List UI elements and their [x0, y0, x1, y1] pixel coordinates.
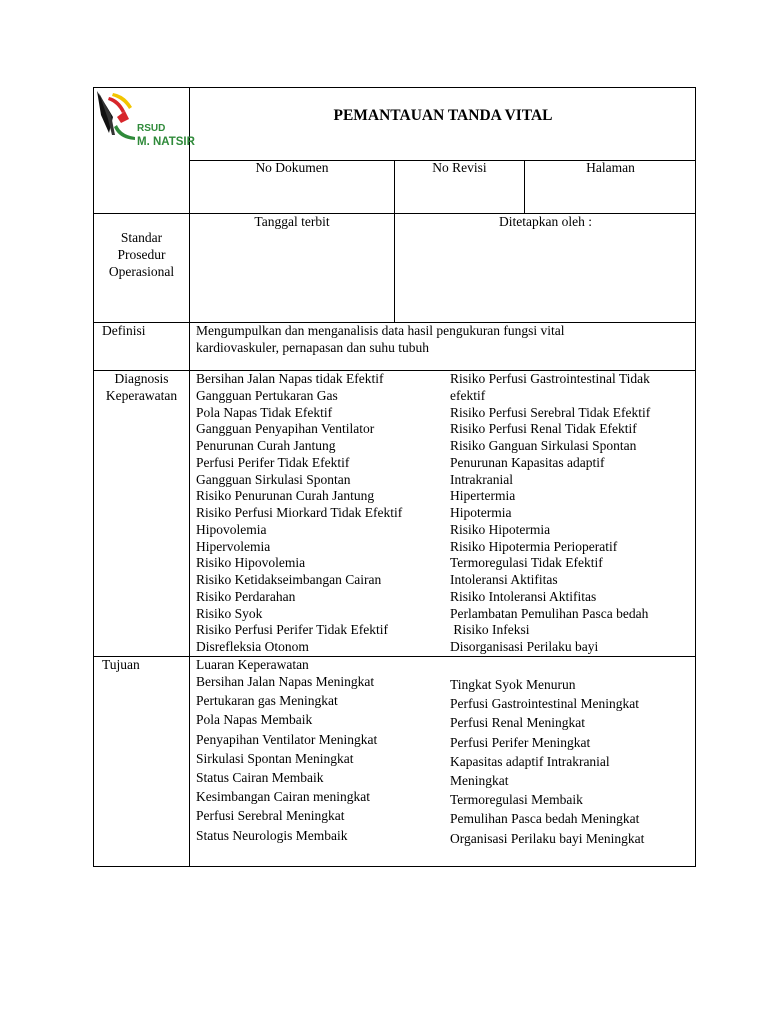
- list-item: Hipotermia: [450, 505, 512, 520]
- list-item: Bersihan Jalan Napas Meningkat: [196, 674, 375, 689]
- diagnosis-label-line2: Keperawatan: [105, 388, 178, 403]
- definisi-text-line2: kardiovaskuler, pernapasan dan suhu tubuh: [196, 340, 430, 355]
- list-item: Pola Napas Membaik: [196, 712, 313, 728]
- list-item: Intoleransi Aktifitas: [450, 572, 558, 587]
- list-item: Risiko Perfusi Renal Tidak Efektif: [450, 421, 637, 437]
- diagnosis-right-list: [450, 371, 650, 656]
- list-item: Hipovolemia: [196, 521, 267, 537]
- tujuan-left-list: [196, 672, 377, 845]
- list-item: Risiko Intoleransi Aktifitas: [450, 588, 597, 604]
- no-revisi-label: No Revisi: [432, 160, 487, 175]
- tujuan-right-list: [450, 675, 644, 848]
- list-item: Intrakranial: [450, 471, 513, 487]
- list-item: Status Neurologis Membaik: [196, 827, 348, 843]
- list-item: Pemulihan Pasca bedah Meningkat: [450, 811, 640, 827]
- list-item: Risiko Hipotermia: [450, 521, 551, 537]
- list-item: Perfusi Serebral Meningkat: [196, 808, 345, 824]
- list-item: Perfusi Perifer Meningkat: [450, 734, 591, 750]
- list-item: Bersihan Jalan Napas tidak Efektif: [196, 371, 384, 386]
- list-item: Termoregulasi Tidak Efektif: [450, 555, 603, 571]
- list-item: Perfusi Gastrointestinal Meningkat: [450, 696, 639, 712]
- list-item: Hipertermia: [450, 488, 516, 504]
- list-item: Hipervolemia: [196, 538, 271, 554]
- diagnosis-label-line1: Diagnosis: [114, 371, 169, 386]
- list-item: Risiko Perfusi Serebral Tidak Efektif: [450, 404, 651, 420]
- list-item: Termoregulasi Membaik: [450, 792, 583, 808]
- luaran-heading: Luaran Keperawatan: [196, 657, 309, 672]
- list-item: Perlambatan Pemulihan Pasca bedah: [450, 605, 649, 621]
- list-item: Penyapihan Ventilator Meningkat: [196, 731, 378, 747]
- list-item: Gangguan Penyapihan Ventilator: [196, 421, 375, 437]
- list-item: Pertukaran gas Meningkat: [196, 693, 338, 709]
- list-item: Risiko Perfusi Miorkard Tidak Efektif: [196, 505, 403, 520]
- list-item: Kapasitas adaptif Intrakranial: [450, 753, 610, 769]
- list-item: Risiko Hipotermia Perioperatif: [450, 538, 618, 554]
- list-item: Risiko Syok: [196, 605, 263, 621]
- page-title: PEMANTAUAN TANDA VITAL: [333, 107, 553, 124]
- list-item: Risiko Perfusi Perifer Tidak Efektif: [196, 622, 388, 638]
- list-item: Risiko Infeksi: [450, 622, 530, 638]
- halaman-label: Halaman: [586, 160, 635, 175]
- diagnosis-left-list: [196, 371, 402, 656]
- diagnosis-row-divider: [93, 656, 696, 657]
- list-item: Disorganisasi Perilaku bayi: [450, 639, 599, 654]
- list-item: Kesimbangan Cairan meningkat: [196, 789, 370, 805]
- no-dokumen-label: No Dokumen: [255, 160, 329, 175]
- logo-text-rsud: RSUD: [137, 123, 166, 134]
- list-item: Risiko Ketidakseimbangan Cairan: [196, 572, 382, 587]
- list-item: Status Cairan Membaik: [196, 769, 324, 785]
- list-item: efektif: [450, 387, 486, 403]
- list-item: Meningkat: [450, 772, 509, 788]
- list-item: Risiko Perdarahan: [196, 588, 296, 604]
- ditetapkan-label: Ditetapkan oleh :: [499, 214, 592, 229]
- dokumen-revisi-divider: [394, 160, 395, 322]
- list-item: Gangguan Pertukaran Gas: [196, 387, 338, 403]
- sop-label-line1: Standar: [120, 230, 163, 245]
- list-item: Gangguan Sirkulasi Spontan: [196, 471, 351, 487]
- list-item: Pola Napas Tidak Efektif: [196, 404, 333, 420]
- list-item: Risiko Hipovolemia: [196, 555, 306, 571]
- label-column-divider: [189, 87, 190, 867]
- tanggal-terbit-label: Tanggal terbit: [254, 214, 330, 229]
- logo-text-name: M. NATSIR: [137, 136, 195, 148]
- sop-label-line3: Operasional: [108, 264, 175, 279]
- list-item: Penurunan Kapasitas adaptif: [450, 454, 605, 470]
- list-item: Sirkulasi Spontan Meningkat: [196, 750, 354, 766]
- list-item: Risiko Penurunan Curah Jantung: [196, 488, 375, 504]
- list-item: Organisasi Perilaku bayi Meningkat: [450, 830, 645, 846]
- definisi-text-line1: Mengumpulkan dan menganalisis data hasil pengukuran fungsi vital: [196, 323, 565, 338]
- list-item: Penurunan Curah Jantung: [196, 438, 336, 453]
- list-item: Disrefleksia Otonom: [196, 639, 309, 654]
- hospital-logo: [95, 89, 195, 163]
- list-item: Tingkat Syok Menurun: [450, 677, 576, 692]
- list-item: Risiko Ganguan Sirkulasi Spontan: [450, 438, 637, 453]
- definisi-label: Definisi: [102, 323, 146, 338]
- list-item: Perfusi Renal Meningkat: [450, 715, 585, 731]
- tujuan-label: Tujuan: [102, 657, 140, 672]
- sop-label-line2: Prosedur: [117, 247, 166, 262]
- list-item: Perfusi Perifer Tidak Efektif: [196, 454, 350, 470]
- list-item: Risiko Perfusi Gastrointestinal Tidak: [450, 371, 650, 386]
